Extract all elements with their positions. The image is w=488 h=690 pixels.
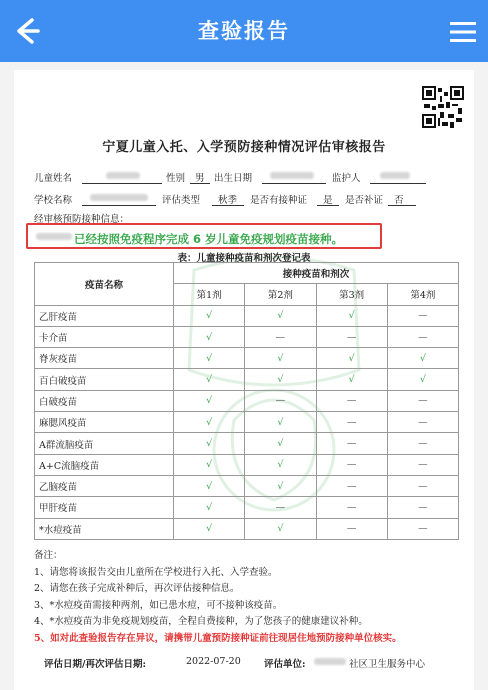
dose-cell: √ bbox=[174, 369, 245, 390]
vaccine-name-cell: 麻腮风疫苗 bbox=[35, 412, 174, 433]
redacted-unit-name bbox=[314, 658, 346, 665]
dose-header: 第1剂 bbox=[174, 284, 245, 305]
dose-cell: √ bbox=[174, 305, 245, 326]
dose-cell: √ bbox=[174, 433, 245, 454]
dose-cell: — bbox=[316, 497, 387, 518]
eval-date-value: 2022-07-20 bbox=[186, 656, 241, 667]
eval-date-label: 评估日期/再次评估日期: bbox=[44, 659, 146, 670]
dose-cell: — bbox=[387, 326, 458, 347]
dose-cell: — bbox=[387, 390, 458, 411]
table-row bbox=[35, 390, 459, 411]
eval-unit-label: 评估单位: bbox=[264, 659, 306, 670]
gender-label: 性别 bbox=[166, 173, 186, 184]
report-title: 宁夏儿童入托、入学预防接种情况评估审核报告 bbox=[102, 140, 386, 155]
table-row bbox=[35, 348, 459, 369]
dose-cell: √ bbox=[174, 497, 245, 518]
dose-cell: — bbox=[387, 412, 458, 433]
table-row bbox=[35, 454, 459, 475]
dose-cell: √ bbox=[245, 475, 316, 496]
school-label: 学校名称 bbox=[34, 195, 73, 206]
dose-header: 第2剂 bbox=[245, 284, 316, 305]
notes-section bbox=[34, 548, 402, 647]
vaccine-name-cell: 乙脑疫苗 bbox=[35, 475, 174, 496]
table-row bbox=[35, 305, 459, 326]
school-field bbox=[82, 204, 156, 206]
vaccine-name-cell: 卡介苗 bbox=[35, 326, 174, 347]
dose-cell: √ bbox=[245, 348, 316, 369]
dose-cell: — bbox=[245, 390, 316, 411]
guardian-label: 监护人 bbox=[332, 173, 361, 184]
dose-cell: — bbox=[387, 305, 458, 326]
vaccine-name-cell: A群流脑疫苗 bbox=[35, 433, 174, 454]
dose-cell: — bbox=[245, 326, 316, 347]
table-caption: 表：儿童接种疫苗和剂次登记表 bbox=[177, 253, 311, 264]
gender-value: 男 bbox=[195, 173, 205, 184]
dose-cell: √ bbox=[174, 454, 245, 475]
vaccine-name-cell: 百白破疫苗 bbox=[35, 369, 174, 390]
page-title: 查验报告 bbox=[198, 19, 290, 43]
note-item: 1、请您将该报告交由儿童所在学校进行入托、入学查验。 bbox=[34, 566, 278, 578]
birth-date-field bbox=[262, 182, 326, 184]
dose-cell: √ bbox=[245, 305, 316, 326]
note-item: 4、*水痘疫苗为非免疫规划疫苗，全程自费接种，为了您孩子的健康建议补种。 bbox=[34, 616, 368, 627]
dose-cell: √ bbox=[245, 433, 316, 454]
top-bar bbox=[0, 0, 488, 62]
dose-header: 第4剂 bbox=[387, 284, 458, 305]
menu-icon[interactable] bbox=[450, 22, 476, 42]
report-document bbox=[14, 70, 474, 690]
dose-cell: √ bbox=[387, 369, 458, 390]
dose-cell: — bbox=[316, 454, 387, 475]
vaccine-name-cell: 乙肝疫苗 bbox=[35, 305, 174, 326]
dose-cell: — bbox=[387, 497, 458, 518]
vaccine-name-cell: 白破疫苗 bbox=[35, 390, 174, 411]
eval-unit-value: 社区卫生服务中心 bbox=[349, 659, 426, 670]
vaccine-name-cell: 甲肝疫苗 bbox=[35, 497, 174, 518]
vaccine-name-cell: 脊灰疫苗 bbox=[35, 348, 174, 369]
review-label: 经审核预防接种信息： bbox=[34, 214, 130, 225]
vaccine-name-cell: A+C流脑疫苗 bbox=[35, 454, 174, 475]
dose-cell: — bbox=[387, 518, 458, 539]
dose-cell: — bbox=[316, 433, 387, 454]
dose-cell: √ bbox=[316, 348, 387, 369]
note-item-warning: 5、如对此查验报告存在异议，请携带儿童预防接种证前往现居住地预防接种单位核实。 bbox=[34, 632, 402, 644]
vaccine-name-header: 疫苗名称 bbox=[35, 263, 174, 306]
dose-cell: √ bbox=[245, 518, 316, 539]
dose-cell: — bbox=[316, 518, 387, 539]
dose-cell: √ bbox=[174, 390, 245, 411]
birth-date-label: 出生日期 bbox=[214, 173, 253, 184]
has-cert-value: 是 bbox=[323, 195, 333, 206]
completion-highlight-box bbox=[26, 223, 382, 249]
qr-code-icon bbox=[422, 86, 464, 128]
doses-group-header: 接种疫苗和剂次 bbox=[174, 263, 459, 284]
notes-title: 备注： bbox=[34, 550, 63, 561]
redacted-birth-date bbox=[270, 172, 314, 179]
dose-cell: — bbox=[316, 475, 387, 496]
dose-cell: — bbox=[316, 326, 387, 347]
note-item: 3、*水痘疫苗需接种两剂，如已患水痘，可不接种该疫苗。 bbox=[34, 599, 283, 611]
dose-cell: √ bbox=[174, 348, 245, 369]
redacted-school bbox=[90, 194, 148, 201]
dose-cell: — bbox=[316, 390, 387, 411]
dose-cell: — bbox=[316, 412, 387, 433]
table-row bbox=[35, 433, 459, 454]
eval-type-value: 秋季 bbox=[218, 195, 238, 206]
has-cert-label: 是否有接种证 bbox=[250, 195, 308, 206]
dose-cell: √ bbox=[316, 369, 387, 390]
dose-cell: √ bbox=[174, 326, 245, 347]
vaccine-table bbox=[34, 262, 459, 540]
dose-header: 第3剂 bbox=[316, 284, 387, 305]
child-name-label: 儿童姓名 bbox=[34, 173, 73, 184]
catchup-label: 是否补证 bbox=[345, 195, 384, 206]
redacted-name-in-statement bbox=[36, 233, 72, 240]
dose-cell: — bbox=[245, 497, 316, 518]
completion-statement: 已经按照免疫程序完成 6 岁儿童免疫规划疫苗接种。 bbox=[74, 232, 344, 246]
dose-cell: √ bbox=[316, 305, 387, 326]
redacted-guardian bbox=[380, 172, 410, 179]
dose-cell: — bbox=[387, 454, 458, 475]
guardian-field bbox=[370, 182, 426, 184]
dose-cell: — bbox=[387, 433, 458, 454]
table-row bbox=[35, 326, 459, 347]
catchup-value: 否 bbox=[394, 195, 404, 206]
dose-cell: √ bbox=[174, 475, 245, 496]
eval-type-label: 评估类型 bbox=[162, 195, 201, 206]
child-name-field bbox=[82, 182, 162, 184]
table-row bbox=[35, 518, 459, 539]
dose-cell: √ bbox=[387, 348, 458, 369]
note-item: 2、请您在孩子完成补种后，再次评估接种信息。 bbox=[34, 583, 240, 594]
dose-cell: — bbox=[387, 475, 458, 496]
table-row bbox=[35, 369, 459, 390]
dose-cell: √ bbox=[174, 518, 245, 539]
dose-cell: √ bbox=[245, 412, 316, 433]
dose-cell: √ bbox=[245, 454, 316, 475]
vaccine-name-cell: *水痘疫苗 bbox=[35, 518, 174, 539]
dose-cell: √ bbox=[245, 369, 316, 390]
table-row bbox=[35, 497, 459, 518]
dose-cell: √ bbox=[174, 412, 245, 433]
table-row bbox=[35, 412, 459, 433]
table-row bbox=[35, 475, 459, 496]
redacted-child-name bbox=[106, 172, 140, 179]
